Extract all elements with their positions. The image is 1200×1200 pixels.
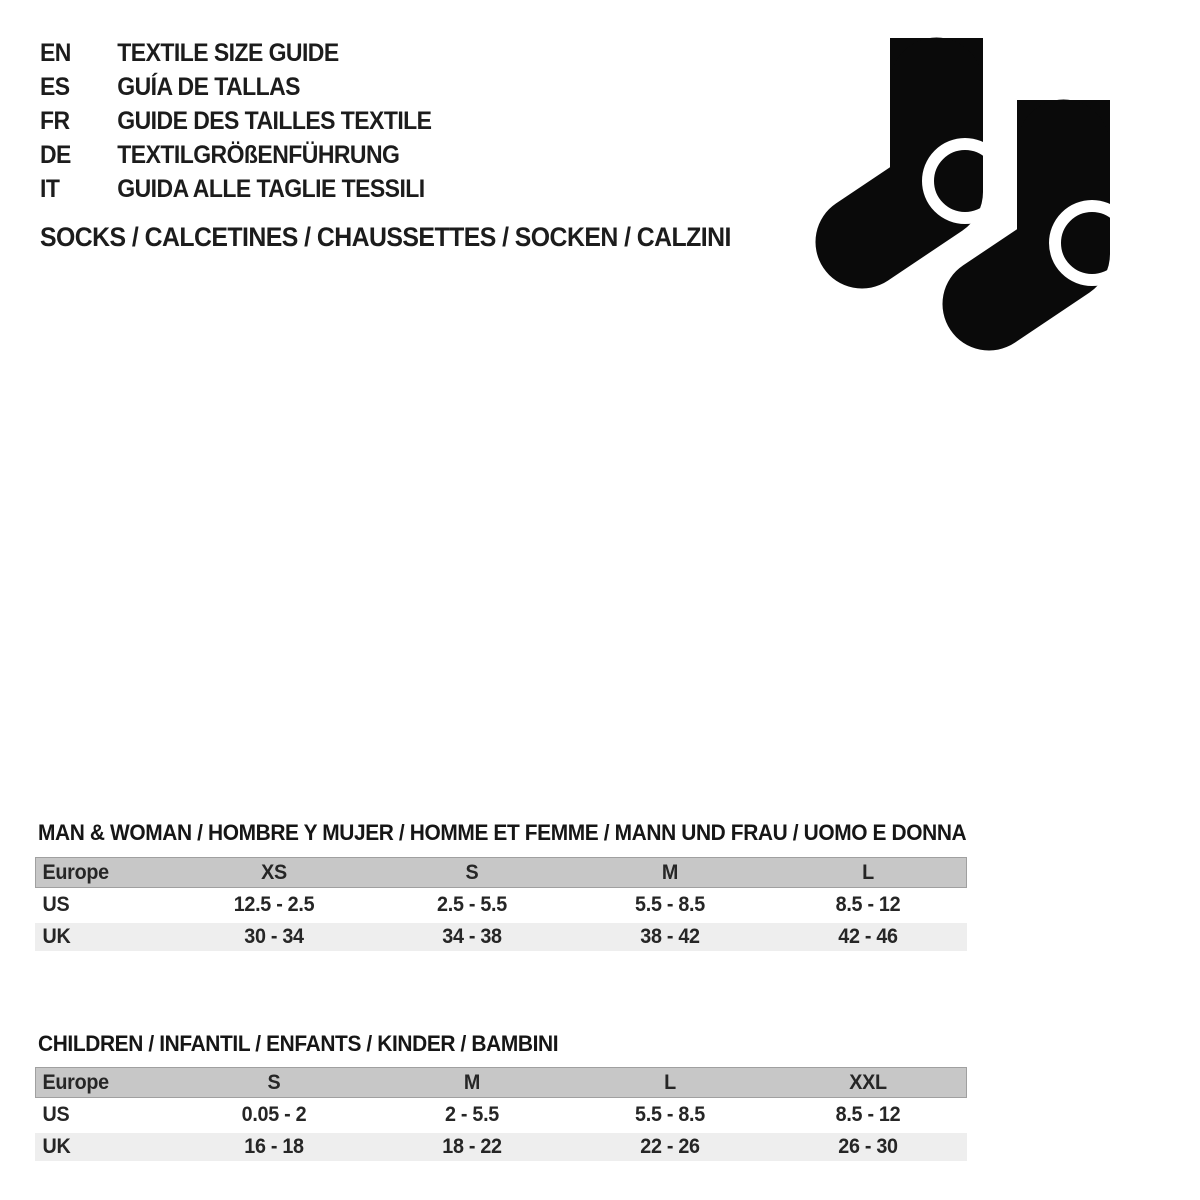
region-cell: US <box>42 1103 70 1126</box>
product-category-title: SOCKS / CALCETINES / CHAUSSETTES / SOCKEN / CALZINI <box>40 222 731 252</box>
size-cell: 8.5 - 12 <box>835 893 901 916</box>
size-cell: 34 - 38 <box>442 925 502 948</box>
language-code: FR <box>40 106 70 135</box>
socks-icon <box>800 20 1130 375</box>
size-cell: 26 - 30 <box>838 1135 898 1158</box>
table-header-row <box>35 857 967 888</box>
column-header-europe: Europe <box>42 1070 109 1094</box>
language-code: IT <box>40 174 60 203</box>
size-cell: 16 - 18 <box>244 1135 304 1158</box>
language-row-fr <box>40 104 431 138</box>
column-header-size: XS <box>261 860 287 884</box>
column-header-size: M <box>661 860 679 884</box>
language-row-es <box>40 70 431 104</box>
language-label: GUIDA ALLE TAGLIE TESSILI <box>117 174 425 203</box>
language-label: TEXTILGRÖßENFÜHRUNG <box>117 140 400 169</box>
language-code: ES <box>40 72 70 101</box>
sock-right <box>989 100 1129 304</box>
size-cell: 8.5 - 12 <box>835 1103 901 1126</box>
size-cell: 0.05 - 2 <box>241 1103 307 1126</box>
column-header-europe: Europe <box>42 860 109 884</box>
column-header-size: S <box>267 1070 281 1094</box>
size-cell: 42 - 46 <box>838 925 898 948</box>
column-header-size: M <box>463 1070 481 1094</box>
column-header-size: L <box>664 1070 676 1094</box>
table-row-uk <box>35 1133 967 1161</box>
size-cell: 2 - 5.5 <box>445 1103 499 1126</box>
size-table-adults <box>35 857 967 951</box>
language-list <box>40 36 466 206</box>
language-label: GUÍA DE TALLAS <box>117 72 300 101</box>
column-header-size: L <box>862 860 874 884</box>
size-cell: 5.5 - 8.5 <box>635 1103 705 1126</box>
sock-left <box>862 38 1002 242</box>
language-label: TEXTILE SIZE GUIDE <box>117 38 339 67</box>
language-label: GUIDE DES TAILLES TEXTILE <box>117 106 432 135</box>
table-row-uk <box>35 923 967 951</box>
region-cell: UK <box>42 925 71 948</box>
language-code: DE <box>40 140 71 169</box>
language-row-en <box>40 36 431 70</box>
language-code: EN <box>40 38 71 67</box>
size-cell: 5.5 - 8.5 <box>635 893 705 916</box>
table-row-us <box>35 890 967 920</box>
size-table-children <box>35 1067 967 1161</box>
language-row-it <box>40 172 431 206</box>
region-cell: US <box>42 893 70 916</box>
table-header-row <box>35 1067 967 1098</box>
table-title-adults: MAN & WOMAN / HOMBRE Y MUJER / HOMME ET FEMME / MANN UND FRAU / UOMO E DONNA <box>38 820 967 845</box>
table-row-us <box>35 1100 967 1130</box>
column-header-size: S <box>465 860 479 884</box>
language-row-de <box>40 138 431 172</box>
size-cell: 22 - 26 <box>640 1135 700 1158</box>
size-cell: 38 - 42 <box>640 925 700 948</box>
size-cell: 2.5 - 5.5 <box>437 893 507 916</box>
region-cell: UK <box>42 1135 71 1158</box>
column-header-size: XXL <box>849 1070 887 1094</box>
table-title-children: CHILDREN / INFANTIL / ENFANTS / KINDER / BAMBINI <box>38 1031 559 1056</box>
size-cell: 12.5 - 2.5 <box>233 893 315 916</box>
size-cell: 18 - 22 <box>442 1135 502 1158</box>
size-cell: 30 - 34 <box>244 925 304 948</box>
